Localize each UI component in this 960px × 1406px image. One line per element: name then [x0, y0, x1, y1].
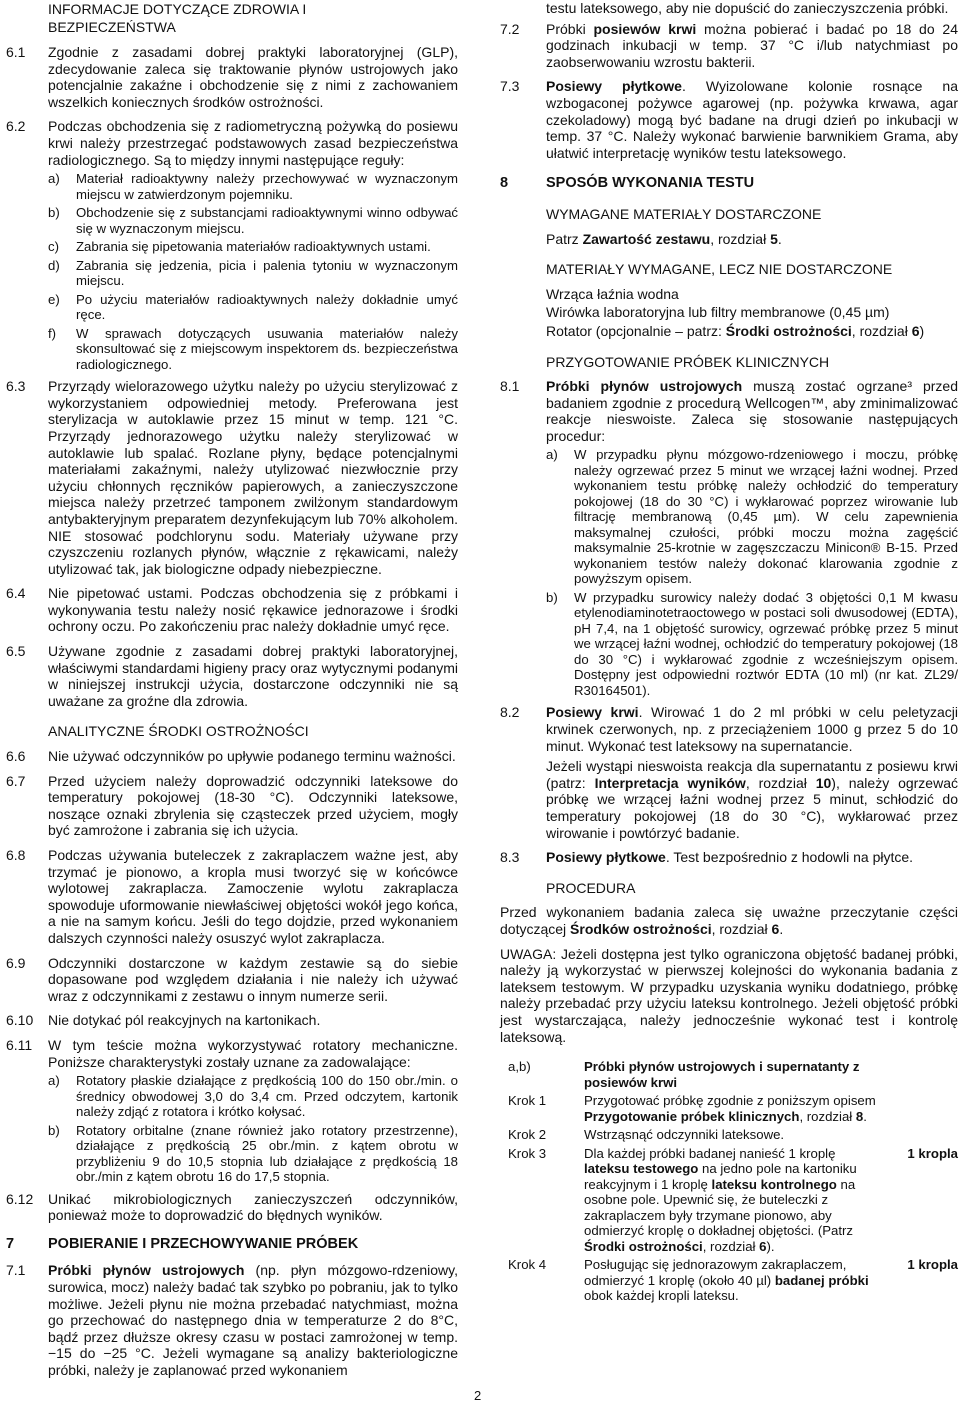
- section-title: SPOSÓB WYKONANIA TESTU: [546, 175, 755, 192]
- rule-text: W sprawach dotyczących usuwania materiałów należy skonsultować się z miejscowym inspektorem ds. bezpieczeństwa radiologicznego.: [76, 325, 458, 372]
- rotator-item: [48, 1073, 458, 1120]
- item-bold: Posiewy płytkowe: [546, 78, 682, 95]
- item-text: Nie dotykać pól reakcyjnych na kartonikach.: [48, 1012, 321, 1029]
- rotator-end: ): [919, 322, 925, 339]
- procedure-post: , rozdział: [711, 921, 772, 937]
- step-t2: , rozdział: [799, 1108, 856, 1124]
- item-bold: Posiewy płytkowe: [546, 849, 666, 866]
- step-t3: na osobne pole. Upewnić się, że buteleczki z zakraplaczem były trzymane pionowo, aby odmierzyć kroplę o dokładnej objętości. (Patrz: [584, 1176, 856, 1239]
- item-rest: . Test bezpośrednio z hodowli na płytce.: [665, 849, 914, 866]
- right-column: [500, 0, 958, 1307]
- left-column: [6, 0, 458, 1387]
- page-number: 2: [474, 1388, 482, 1403]
- item-text: Podczas obchodzenia się z radiometryczną pożywką do posiewu krwi należy przestrzegać podstawowych zasad bezpieczeństwa radiologicznego. Są to między innymi następujące reguły:: [48, 118, 458, 168]
- item-rest: (np. płyn mózgowo-rdzeniowy, surowica, mocz) należy badać tak szybko po pobraniu, jak to tylko możliwe. Jeżeli płynu nie można przebadać natychmiast, można go przechować do następnego dnia w temperaturze 2 do 8°C, bądź przez dłuższe okresy czasu w postaci zamrożonej w temp. −15 do −25 °C. Jeżeli wymagane są analizy bakteriologiczne próbki, należy je zaplanować przed wykonaniem: [48, 1262, 458, 1378]
- item-text: Używane zgodnie z zasadami dobrej praktyki laboratoryjnej, właściwymi standardami higieny pracy oraz wytycznymi podanymi w niniejszej instrukcji użycia, dostarczone odczynniki nie są uważane za groźne dla zdrowia.: [48, 643, 458, 709]
- radio-rule: [48, 292, 458, 323]
- rotator-num: 6: [911, 322, 920, 339]
- step-row: [500, 1146, 958, 1255]
- item-6-1: [6, 44, 458, 110]
- item-number: 7.2: [500, 20, 520, 37]
- item-rest: . Wyizolowane kolonie rosnące na wzbogaconej pożywce agarowej (np. pożywka krwawa, agar czekoladowy) mogą być badane na drugi dzień po inkubacji w temp. 37 °C. Należy wykonać barwienie barwnikiem Grama, aby ułatwić interpretację wyników testu lateksowego.: [546, 78, 958, 161]
- step-t1: Przygotować próbkę zgodnie z poniższym opisem: [584, 1093, 876, 1109]
- item-6-3: [6, 378, 458, 577]
- item-number: 6.12: [6, 1190, 34, 1207]
- item-8-3: [500, 849, 958, 866]
- item-text: [546, 704, 958, 754]
- step-b2: badanej próbki: [774, 1272, 869, 1288]
- rule-label: b): [48, 205, 60, 221]
- step-bold: Próbki płynów ustrojowych i supernatanty z posiewów krwi: [584, 1059, 860, 1090]
- warning-note: UWAGA: Jeżeli dostępna jest tylko ograniczona objętość badanej próbki, należy ją wykorzystać w pierwszej kolejności do wykonania badania z lateksem testowym. W przypadku uzyskania wyniku dodatniego, próbkę należy przebadać przy użyciu lateksu kontrolnego. Jeżeli objętość próbki jest wystarczająca, należy jednocześnie wykonać test i kontrolę lateksową.: [500, 945, 958, 1045]
- item-number: 6.9: [6, 954, 26, 971]
- item-6-6: [6, 748, 458, 765]
- step-end: .: [863, 1108, 867, 1124]
- item-text: [546, 378, 958, 444]
- step-num: 8: [855, 1108, 864, 1124]
- item-text: Przed użyciem należy doprowadzić odczynniki lateksowe do temperatury pokojowej (18-30 °C). Odczynniki lateksowe, noszące oznaki zbrylenia się cząsteczek przed użyciem, mogły być zamrożone i zabrania się ich użycia.: [48, 772, 458, 839]
- rotator-label: a): [48, 1073, 60, 1089]
- procedure-heading: PROCEDURA: [546, 879, 636, 896]
- prep-label: a): [546, 447, 558, 463]
- item-number: 6.7: [6, 772, 26, 789]
- item-text: [546, 78, 958, 161]
- step-value: 1 kropla: [907, 1145, 958, 1161]
- sample-prep-heading: PRZYGOTOWANIE PRÓBEK KLINICZNYCH: [546, 353, 830, 370]
- step-b2: lateksu testowego: [584, 1161, 699, 1177]
- rotator-bold: Środki ostrożności: [725, 322, 852, 339]
- item-8-1: [500, 378, 958, 444]
- supplied-materials-text: [546, 231, 958, 248]
- item-8-2-continuation: [546, 758, 958, 841]
- item-number: 6.6: [6, 748, 26, 765]
- required-item: Wirówka laboratoryjna lub filtry membranowe (0,45 µm): [546, 304, 890, 321]
- step-t2: na jedno pole na kartoniku reakcyjnym i 1 kroplę: [584, 1161, 857, 1192]
- step-row: [500, 1059, 958, 1090]
- rule-label: e): [48, 291, 60, 307]
- item-text: [48, 1262, 458, 1378]
- step-label: a,b): [508, 1059, 531, 1075]
- item-bold: Próbki płynów ustrojowych: [546, 378, 743, 395]
- item-text: Zgodnie z zasadami dobrej praktyki laboratoryjnej (GLP), zdecydowanie zaleca się traktowanie płynów ustrojowych jako potencjalnie zakaźne i obchodzenie się z nimi z zachowaniem wszelkich koniecznych środków ostrożności.: [48, 44, 458, 110]
- rule-text: Zabrania się pipetowania materiałów radioaktywnych ustami.: [76, 239, 431, 255]
- heading-line-2: BEZPIECZEŃSTWA: [48, 19, 176, 35]
- rule-text: Materiał radioaktywny należy przechowywać w wyznaczonym miejscu w zatwierdzonym pojemniku.: [76, 171, 458, 202]
- radio-rule: [48, 171, 458, 202]
- item-bold: Posiewy krwi: [546, 704, 639, 721]
- item-number: 8.1: [500, 378, 520, 395]
- rotator-item: [48, 1123, 458, 1185]
- required-materials-heading: MATERIAŁY WYMAGANE, LECZ NIE DOSTARCZONE: [546, 261, 893, 278]
- step-row: [500, 1127, 958, 1143]
- supplied-post: , rozdział: [710, 230, 771, 247]
- rule-label: d): [48, 257, 60, 273]
- procedure-num: 6: [771, 921, 780, 937]
- section-8-heading: [500, 175, 958, 192]
- rule-text: Obchodzenie się z substancjami radioaktywnymi winno odbywać się w wyznaczonym miejscu.: [76, 205, 458, 236]
- item-number: 6.3: [6, 378, 26, 395]
- radio-rule: [48, 326, 458, 373]
- rotator-list: [48, 1073, 458, 1185]
- item-text: Nie pipetować ustami. Podczas obchodzenia się z próbkami i wykonywania testu należy nosić rękawice jednorazowe i środki ochrony oczu. Po zakończeniu prac należy dokładnie umyć ręce.: [48, 585, 458, 635]
- supplied-materials-heading: WYMAGANE MATERIAŁY DOSTARCZONE: [546, 205, 822, 222]
- procedure-steps: [500, 1059, 958, 1304]
- step-value: 1 kropla: [907, 1257, 958, 1273]
- step-text: [584, 1146, 884, 1255]
- cont-rest: ), należy ogrzewać próbkę we wrzącej łaźni wodnej przez 5 minut, schłodzić do temperatury pokojowej (18 do 30 °C), wykłarować przez wirowanie i powtórzyć badanie.: [546, 774, 958, 841]
- step-b2: Przygotowanie próbek klinicznych: [584, 1108, 800, 1124]
- rule-label: a): [48, 171, 60, 187]
- step-row: [500, 1093, 958, 1124]
- item-8-2: [500, 704, 958, 754]
- rule-label: c): [48, 239, 59, 255]
- item-pre: Próbki: [546, 20, 594, 37]
- section-6-heading: [48, 0, 458, 36]
- radio-rule: [48, 258, 458, 289]
- required-item: Wrząca łaźnia wodna: [546, 285, 679, 302]
- item-6-7: [6, 773, 458, 839]
- prep-sub: [546, 590, 958, 699]
- section-7-heading: [6, 1236, 458, 1253]
- item-rest: muszą zostać ogrzane³ przed badaniem zgodnie z procedurą Wellcogen™, aby zminimalizować reakcje nieswoiste. Zaleca się stosowanie następujących procedur:: [546, 378, 958, 444]
- item-number: 6.1: [6, 44, 26, 60]
- step-b4: Środki ostrożności: [584, 1238, 703, 1254]
- item-7-3: [500, 78, 958, 161]
- step-b3: lateksu kontrolnego: [711, 1176, 837, 1192]
- step-label: Krok 2: [508, 1127, 547, 1143]
- procedure-bold: Środków ostrożności: [570, 921, 712, 937]
- cont-mid: , rozdział: [745, 774, 816, 791]
- prep-sub: [546, 447, 958, 587]
- item-number: 6.8: [6, 847, 26, 863]
- rotator-optional: [546, 323, 958, 340]
- item-text: Odczynniki dostarczone w każdym zestawie są do siebie dopasowane pod względem działania i nie należy ich używać wraz z odczynnikami z zestawu o innym numerze serii.: [48, 954, 458, 1004]
- step-text: [584, 1059, 884, 1090]
- radio-rules-list: [48, 171, 458, 372]
- rule-text: Po użyciu materiałów radioaktywnych należy dokładnie umyć ręce.: [76, 291, 458, 323]
- rule-label: f): [48, 325, 57, 341]
- section-title: POBIERANIE I PRZECHOWYWANIE PRÓBEK: [48, 1235, 359, 1252]
- item-number: 8.3: [500, 849, 520, 866]
- item-number: 6.4: [6, 585, 26, 602]
- item-7-1: [6, 1262, 458, 1378]
- item-number: 6.2: [6, 118, 26, 135]
- rotator-text: Rotatory orbitalne (znane również jako rotatory przestrzenne), działające z prędkością 25 obr./min. z kątem obrotu w przybliżeniu 9 do 10,5 stopnia lub działające z prędkością 18 obr./min z kątem obrotu 16 do 17,5 stopnia.: [76, 1122, 458, 1185]
- item-6-5: [6, 643, 458, 709]
- item-6-11: [6, 1037, 458, 1070]
- step-row: [500, 1257, 958, 1304]
- step-value: [884, 1059, 958, 1090]
- prep-text: W przypadku surowicy należy dodać 3 objętości 0,1 M kwasu etylenodiaminotetraoctowego w postaci soli dwusodowej (EDTA), pH 7,4, na 1 objętość surowicy, ogrzewać próbkę przez 5 minut we wrzącej łaźni wodnej, ochłodzić do temperatury pokojowej (18 do 30 °C) i wykłarować zgodnie z wcześniejszym opisem. Dostępny jest odpowiedni roztwór EDTA (10 ml) (nr kat. ZL29/ R30164501).: [574, 589, 958, 698]
- radio-rule: [48, 239, 458, 255]
- item-number: 8.2: [500, 704, 520, 721]
- prep-sub-list: [546, 447, 958, 698]
- supplied-num: 5: [770, 230, 778, 247]
- item-number: 7.1: [6, 1262, 26, 1279]
- item-text: [546, 21, 958, 71]
- step-label: Krok 3: [508, 1145, 547, 1161]
- step-num: 6: [759, 1238, 767, 1254]
- radio-rule: [48, 205, 458, 236]
- step-t2: obok każdej kropli lateksu.: [584, 1288, 739, 1304]
- cont-pre: Jeżeli wystąpi nieswoista reakcja dla supernatantu z posiewu krwi (patrz:: [546, 758, 958, 791]
- item-6-9: [6, 955, 458, 1005]
- step-label: Krok 4: [508, 1257, 547, 1273]
- rotator-text: Rotatory płaskie działające z prędkością 100 do 150 obr./min. o średnicy obwodowej 3,0 do 3,4 cm. Przed odczytem, kartonik należy zdjąć z rotatora i krótko kołysać.: [76, 1073, 458, 1120]
- cont-num: 10: [815, 774, 832, 791]
- item-text: Przyrządy wielorazowego użytku należy po użyciu sterylizować z wykorzystaniem odpowiedniej metody. Preferowana jest sterylizacja w autoklawie przez 15 minut w temp. 121 °C. Przyrządy jednorazowego użytku należy sterylizować w autoklawie lub spalać. Rozlane płyny, będące potencjalnymi materiałami zakaźnymi, należy utylizować niezwłocznie przy użyciu chłonnych ręczników papierowych, a zanieczyszczone miejsca należy przetrzeć tamponem zwilżonym standardowym antybakteryjnym preparatem dezynfekującym lub 70% alkoholem. NIE stosować podchlorynu sodu. Materiały używane przy czyszczeniu rozlanych płynów, włącznie z rękawicami, należy utylizować tak, jak biologiczne odpady niebezpieczne.: [48, 378, 458, 577]
- item-6-12: [6, 1191, 458, 1224]
- step-value: [884, 1127, 958, 1143]
- step-label: Krok 1: [508, 1093, 547, 1109]
- item-text: [546, 849, 958, 866]
- step-text: [584, 1257, 884, 1304]
- item-rest: można pobierać i badać po 18 do 24 godzinach inkubacji w temp. 37 °C i/lub natychmiast po zaobserwowaniu wzrostu bakterii.: [546, 20, 958, 70]
- procedure-pre: Przed wykonaniem badania zaleca się uważne przeczytanie części dotyczącej: [500, 904, 958, 937]
- step-text: [584, 1093, 884, 1124]
- step-value: [884, 1093, 958, 1124]
- step-end: ).: [766, 1238, 775, 1254]
- procedure-intro: [500, 904, 958, 937]
- supplied-pre: Patrz: [546, 230, 583, 247]
- rotator-post: , rozdział: [851, 322, 912, 339]
- step-t1: Posługując się jednorazowym zakraplaczem, odmierzyć 1 kroplę (około 40 µl): [584, 1257, 847, 1288]
- section-number: 7: [6, 1235, 15, 1252]
- item-rest: . Wirować 1 do 2 ml próbki w celu peletyzacji krwinek czerwonych, np. z przeciążeniem 1000 g przez 5 do 10 minut. Wykonać test lateksowy na supernatancie.: [546, 704, 958, 754]
- item-bold: posiewów krwi: [593, 20, 697, 37]
- step-t1: Dla każdej próbki badanej nanieść 1 kroplę: [584, 1145, 836, 1161]
- heading-line-1: INFORMACJE DOTYCZĄCE ZDROWIA I: [48, 1, 307, 17]
- prep-label: b): [546, 589, 558, 605]
- item-7-2: [500, 21, 958, 71]
- item-bold: Próbki płynów ustrojowych: [48, 1262, 245, 1279]
- supplied-end: .: [777, 230, 782, 247]
- item-6-8: [6, 847, 458, 947]
- prep-text: W przypadku płynu mózgowo-rdzeniowego i moczu, próbkę należy ogrzewać przez 5 minut we wrzącej łaźni wodnej. Przed wykonaniem testu próbkę należy ochłodzić do temperatury pokojowej (18 do 30 °C) i wykłarować poprzez wirowanie lub filtrację membranową (0,45 µm). W celu zapewnienia maksymalnej czułości, próbki moczu można zagęścić maksymalnie 25-krotnie w zagęszczaczu Minicon® B-15. Przed wykonaniem testów należy dokonać klarowania zgodnie z powyższym opisem.: [574, 447, 958, 587]
- rotator-label: b): [48, 1122, 60, 1138]
- supplied-bold: Zawartość zestawu: [582, 230, 711, 247]
- continued-text: testu lateksowego, aby nie dopuścić do zanieczyszczenia próbki.: [546, 0, 949, 16]
- analytic-precautions-heading: ANALITYCZNE ŚRODKI OSTROŻNOŚCI: [48, 723, 309, 740]
- item-6-10: [6, 1012, 458, 1029]
- rotator-pre: Rotator (opcjonalnie – patrz:: [546, 322, 726, 339]
- section-number: 8: [500, 175, 509, 192]
- item-number: 6.11: [6, 1036, 33, 1053]
- step-text: Wstrząsnąć odczynniki lateksowe.: [584, 1127, 785, 1143]
- item-text: W tym teście można wykorzystywać rotatory mechaniczne. Poniższe charakterystyki zostały uznane za zadowalające:: [48, 1036, 458, 1070]
- item-number: 6.10: [6, 1012, 34, 1029]
- procedure-end: .: [779, 921, 784, 937]
- item-text: Unikać mikrobiologicznych zanieczyszczeń odczynników, ponieważ może to doprowadzić do błędnych wyników.: [48, 1190, 458, 1224]
- item-text: Nie używać odczynników po upływie podanego terminu ważności.: [48, 748, 456, 765]
- item-number: 6.5: [6, 643, 26, 660]
- cont-bold: Interpretacja wyników: [594, 774, 746, 791]
- item-6-2: [6, 118, 458, 168]
- rule-text: Zabrania się jedzenia, picia i palenia tytoniu w wyznaczonym miejscu.: [76, 257, 458, 289]
- step-t4: , rozdział: [702, 1238, 760, 1254]
- item-number: 7.3: [500, 78, 520, 95]
- item-text: Podczas używania buteleczek z zakraplaczem ważne jest, aby trzymać je pionowo, a kropla musi tworzyć się w końcówce wylotowej zakraplacza. Zamoczenie wylotu zakraplacza spowoduje uformowanie niewłaściwej objętości wokół jego końca, a nie na samym końcu. Jeśli do tego dojdzie, przed wykonaniem dalszych czynności należy osuszyć wylot zakraplacza.: [48, 847, 458, 946]
- item-6-4: [6, 585, 458, 635]
